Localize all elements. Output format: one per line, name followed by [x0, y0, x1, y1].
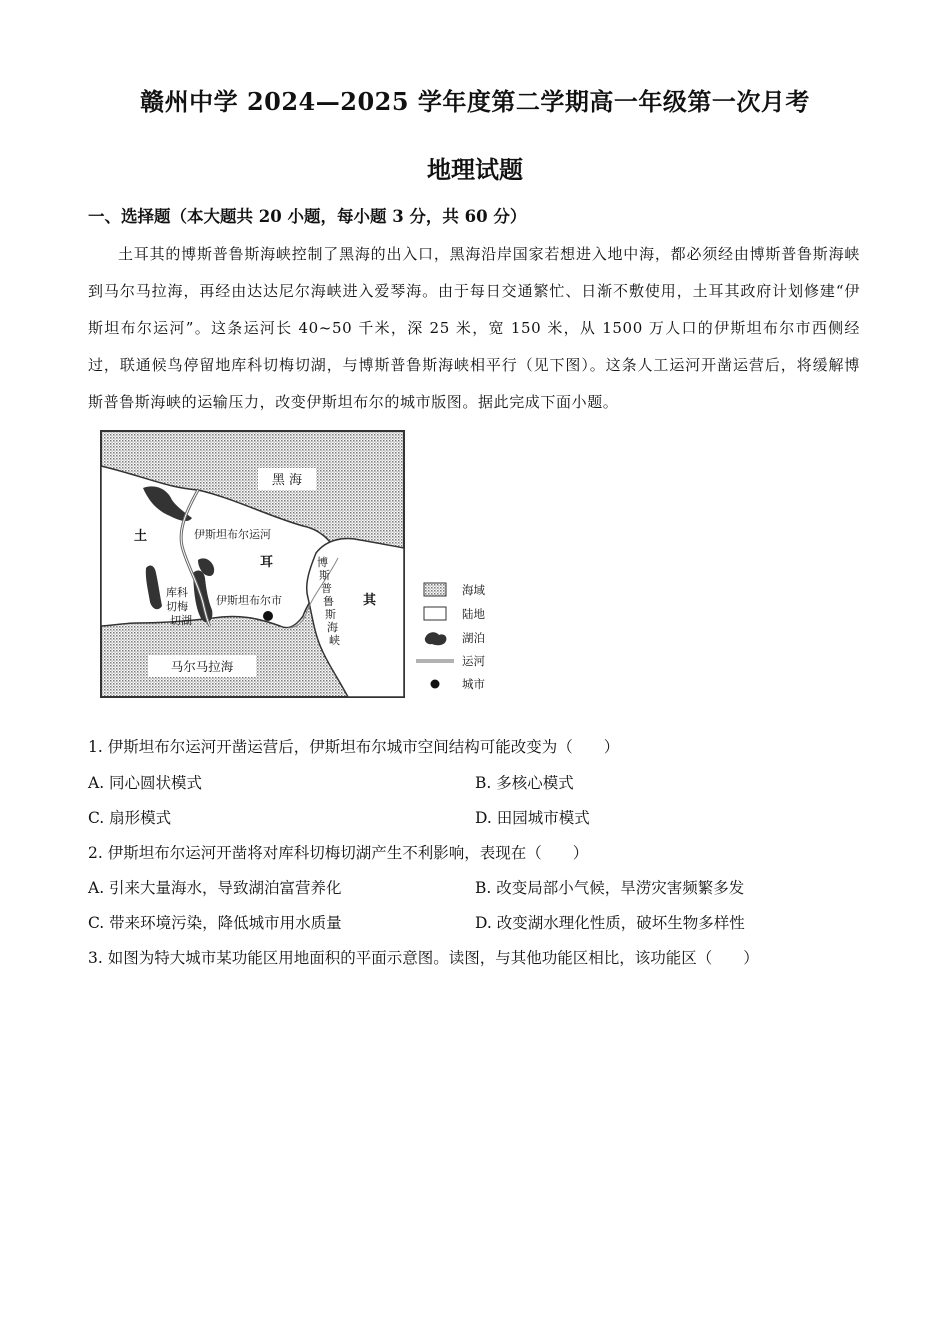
canal-map	[98, 428, 498, 700]
legend-city-label: 城市	[462, 677, 485, 691]
strait-label-char: 峡	[329, 634, 340, 647]
istanbul-city-marker	[263, 611, 273, 621]
marmara-sea-label: 马尔马拉海	[170, 659, 234, 674]
question-1-option-c[interactable]: C. 扇形模式	[88, 809, 172, 827]
question-2-stem: 2. 伊斯坦布尔运河开凿将对库科切梅切湖产生不利影响，表现在（ ）	[88, 844, 589, 862]
map-legend	[416, 583, 485, 691]
strait-label-char: 博	[317, 556, 328, 569]
question-2-option-a[interactable]: A. 引来大量海水，导致湖泊富营养化	[88, 879, 342, 897]
strait-label-char: 鲁	[323, 595, 334, 608]
strait-label-char: 斯	[325, 608, 336, 621]
country-char-er: 耳	[260, 555, 274, 570]
city-label: 伊斯坦布尔市	[216, 594, 282, 607]
strait-label-char: 斯	[319, 569, 330, 582]
canal-label: 伊斯坦布尔运河	[194, 528, 271, 541]
question-1-option-d[interactable]: D. 田园城市模式	[475, 809, 590, 827]
legend-land-swatch	[424, 607, 446, 620]
country-char-tu: 土	[134, 529, 148, 544]
question-3-stem: 3. 如图为特大城市某功能区用地面积的平面示意图。读图，与其他功能区相比，该功能区（ ）	[88, 949, 759, 967]
question-1-stem: 1. 伊斯坦布尔运河开凿运营后，伊斯坦布尔城市空间结构可能改变为（ ）	[88, 738, 620, 756]
lake-label-line: 切湖	[170, 614, 192, 627]
exam-title: 赣州中学 2024—2025 学年度第二学期高一年级第一次月考	[140, 87, 810, 116]
strait-label-char: 海	[327, 621, 338, 634]
question-1-option-b[interactable]: B. 多核心模式	[475, 774, 574, 792]
legend-canal-label: 运河	[462, 654, 485, 668]
legend-lake-label: 湖泊	[462, 631, 485, 645]
question-2-option-b[interactable]: B. 改变局部小气候，旱涝灾害频繁多发	[475, 879, 745, 897]
strait-label-char: 普	[321, 582, 332, 595]
question-1-option-a[interactable]: A. 同心圆状模式	[88, 774, 203, 792]
section-heading: 一、选择题（本大题共 20 小题，每小题 3 分，共 60 分）	[88, 207, 527, 226]
country-char-qi: 其	[363, 593, 377, 608]
lake-label-line: 库科	[166, 586, 188, 599]
lake-label-line: 切梅	[166, 600, 188, 613]
passage: 土耳其的博斯普鲁斯海峡控制了黑海的出入口，黑海沿岸国家若想进入地中海，都必须经由博斯普鲁斯海峡到马尔马拉海，再经由达达尼尔海峡进入爱琴海。由于每日交通繁忙、日渐不敷使用，土耳其政府计划修建“伊斯坦布尔运河”。这条运河长 40~50 千米，深 25 米，宽 150 米，从 1500 万人口的伊斯坦布尔市西侧经过，联通候鸟停留地库科切梅切湖，与博斯普鲁斯海峡相平行（见下图）。这条人工运河开凿运营后，将缓解博斯普鲁斯海峡的运输压力，改变伊斯坦布尔的城市版图。据此完成下面小题。	[88, 245, 860, 411]
black-sea-label: 黑 海	[271, 473, 303, 488]
question-2-option-c[interactable]: C. 带来环境污染，降低城市用水质量	[88, 914, 342, 932]
legend-city-swatch	[431, 680, 440, 689]
legend-sea-swatch	[424, 583, 446, 596]
legend-land-label: 陆地	[462, 607, 485, 621]
legend-sea-label: 海域	[462, 583, 485, 597]
legend-lake-swatch	[425, 632, 447, 645]
question-2-option-d[interactable]: D. 改变湖水理化性质，破坏生物多样性	[475, 914, 745, 932]
exam-subtitle: 地理试题	[427, 155, 523, 184]
